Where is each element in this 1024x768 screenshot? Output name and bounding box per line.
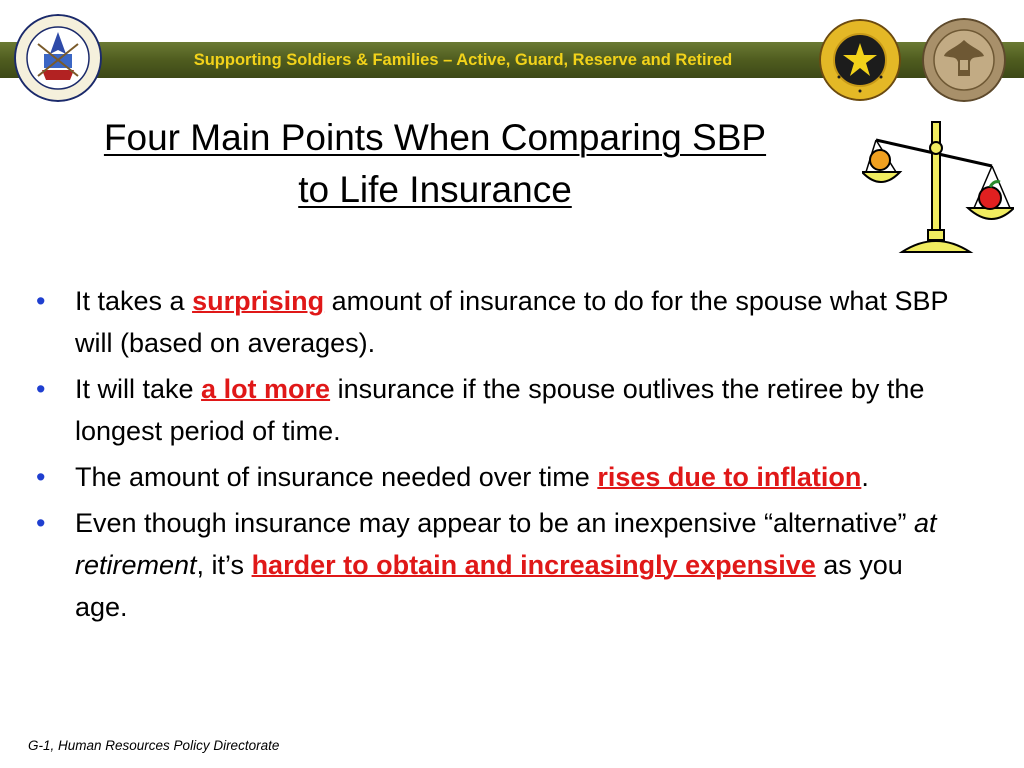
highlight-text: a lot more — [201, 374, 331, 404]
banner-text: Supporting Soldiers & Families – Active, Guard, Reserve and Retired — [193, 51, 733, 69]
bullet-item: • It will take a lot more insurance if the spouse outlives the retiree by the longest period of time. — [30, 368, 960, 452]
title-line-2: to Life Insurance — [298, 169, 572, 210]
footer-text: G-1, Human Resources Policy Directorate — [28, 738, 280, 753]
bullet-item: • Even though insurance may appear to be an inexpensive “alternative” at retirement, it’s harder to obtain and increasingly expensive as you age. — [30, 502, 960, 628]
army-seal-icon — [14, 14, 102, 102]
bullet-item: • It takes a surprising amount of insurance to do for the spouse what SBP will (based on averages). — [30, 280, 960, 364]
deputy-chief-of-staff-seal-icon — [819, 19, 901, 101]
balance-scale-icon — [862, 112, 1014, 264]
bullet-dot: • — [36, 462, 46, 492]
highlight-text: rises due to inflation — [597, 462, 862, 492]
highlight-text: harder to obtain and increasingly expensive — [251, 550, 816, 580]
bullet-dot: • — [36, 508, 46, 538]
great-seal-icon — [922, 18, 1006, 102]
bullet-list — [30, 280, 960, 632]
highlight-text: surprising — [192, 286, 325, 316]
title-line-1: Four Main Points When Comparing SBP — [103, 117, 767, 158]
bullet-item: • The amount of insurance needed over time rises due to inflation. — [30, 456, 960, 498]
bullet-dot: • — [36, 286, 46, 316]
page-title — [18, 112, 852, 216]
italic-text: at retirement — [75, 508, 937, 580]
bullet-dot: • — [36, 374, 46, 404]
